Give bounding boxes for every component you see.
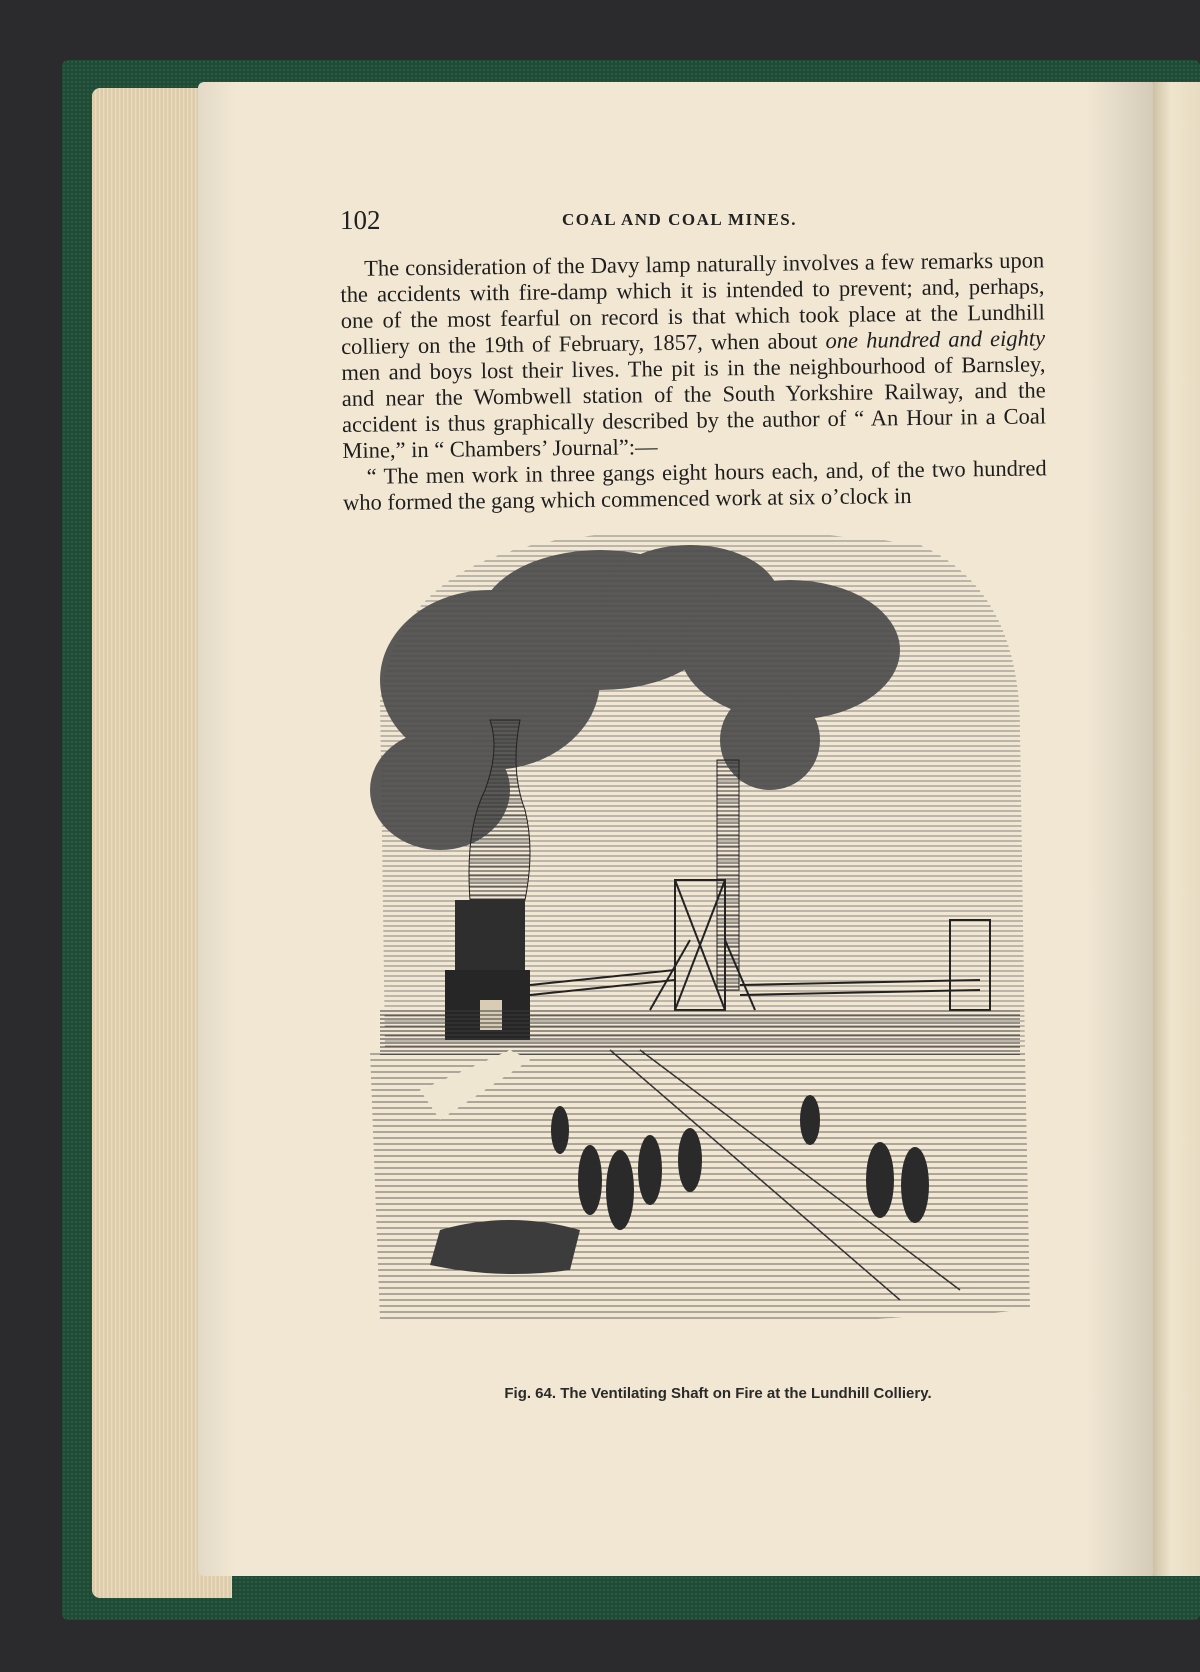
paragraph-1	[340, 247, 1046, 464]
paragraph-2	[343, 455, 1048, 516]
figure-caption: Fig. 64. The Ventilating Shaft on Fire at the Lundhill Colliery.	[504, 1385, 932, 1402]
running-head: COAL AND COAL MINES.	[562, 210, 797, 229]
paragraph-1-italic: one hundred and eighty	[825, 325, 1046, 354]
crowd	[380, 1010, 1020, 1055]
paragraph-1-text-b: men and boys lost their lives. The pit is in the neighbourhood of Barnsley, and near the Wombwell station of the South Yorkshire Railway, and the accident is thus graphically described by the author of “ An Hour in a Coal Mine,” in “ Chambers’ Journal”:—	[341, 351, 1047, 463]
engraving-illustration	[360, 530, 1050, 1370]
page-number: 102	[340, 205, 381, 235]
page-header	[340, 205, 1040, 239]
paragraph-2-text: “ The men work in three gangs eight hours each, and, of the two hundred who formed the gang which commenced work at six o’clock in	[342, 455, 1047, 515]
tall-chimney	[717, 760, 739, 990]
body-text	[340, 247, 1047, 516]
rubble	[430, 1220, 580, 1274]
engraving-svg	[360, 530, 1050, 1370]
paragraph-1-text-a: The consideration of the Davy lamp naturally involves a few remarks upon the accidents with fire-damp which it is intended to prevent; and, perhaps, one of the most fearful on record is that which took place at the Lundhill colliery on the 19th of February, 1857, when about	[340, 247, 1045, 359]
